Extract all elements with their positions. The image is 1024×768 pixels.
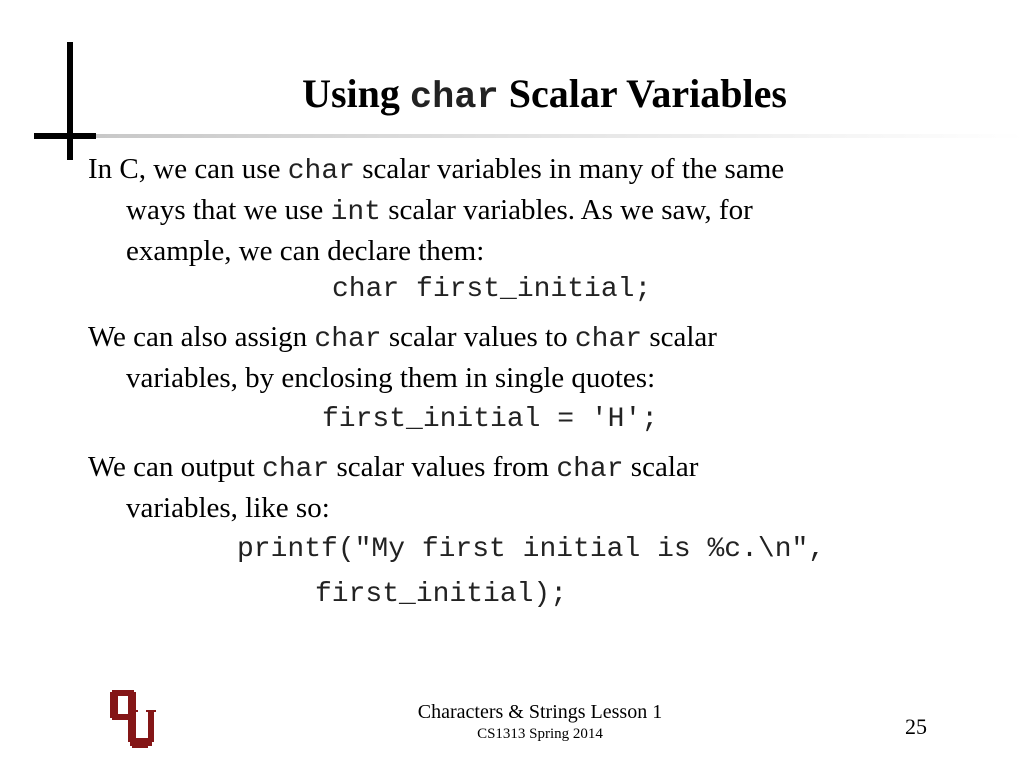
decor-horizontal-line — [34, 133, 96, 139]
bullet-3-code-b: char — [556, 454, 624, 485]
bullet-2-code-b: char — [574, 324, 643, 355]
bullet-3-code-a: char — [262, 454, 330, 485]
code-line-3a: printf("My first initial is %c.\n", — [237, 534, 826, 565]
bullet-3-text-d: variables, like so: — [126, 492, 330, 524]
bullet-2-text-b: scalar values to — [388, 321, 568, 353]
bullet-1-text-b: scalar variables in many of the same — [362, 153, 785, 185]
code-line-3b: first_initial); — [315, 579, 568, 610]
bullet-2-text-d: variables, by enclosing them in single quotes: — [126, 362, 656, 394]
bullet-2-text-c: scalar — [649, 321, 717, 353]
bullet-1-code-b: int — [330, 197, 381, 228]
slide-title — [0, 66, 1024, 126]
title-suffix: Scalar Variables — [508, 71, 787, 116]
title-code: char — [409, 77, 499, 119]
bullet-3-text-b: scalar values from — [336, 451, 550, 483]
bullet-1-text-c: ways that we use — [126, 194, 324, 226]
footer-course: CS1313 Spring 2014 — [477, 726, 603, 742]
title-underline — [96, 134, 1024, 138]
bullet-2-code-a: char — [314, 324, 382, 355]
bullet-3-text-c: scalar — [630, 451, 699, 483]
footer-lesson: Characters & Strings Lesson 1 — [417, 701, 663, 723]
bullet-2 — [88, 318, 958, 397]
bullet-3-text-a: We can output — [88, 451, 255, 483]
footer — [330, 700, 750, 744]
bullet-1-text-d: scalar variables. As we saw, for — [388, 194, 753, 226]
bullet-1-code-a: char — [287, 156, 355, 187]
bullet-1-text-e: example, we can declare them: — [126, 235, 485, 267]
code-line-2: first_initial = 'H'; — [322, 404, 659, 435]
ou-logo-icon — [108, 688, 158, 750]
bullet-1 — [88, 150, 958, 270]
title-prefix: Using — [302, 71, 400, 116]
bullet-1-text-a: In C, we can use — [88, 153, 281, 185]
code-line-1: char first_initial; — [332, 274, 652, 305]
page-number: 25 — [905, 714, 927, 739]
bullet-2-text-a: We can also assign — [88, 321, 308, 353]
bullet-3 — [88, 448, 958, 527]
